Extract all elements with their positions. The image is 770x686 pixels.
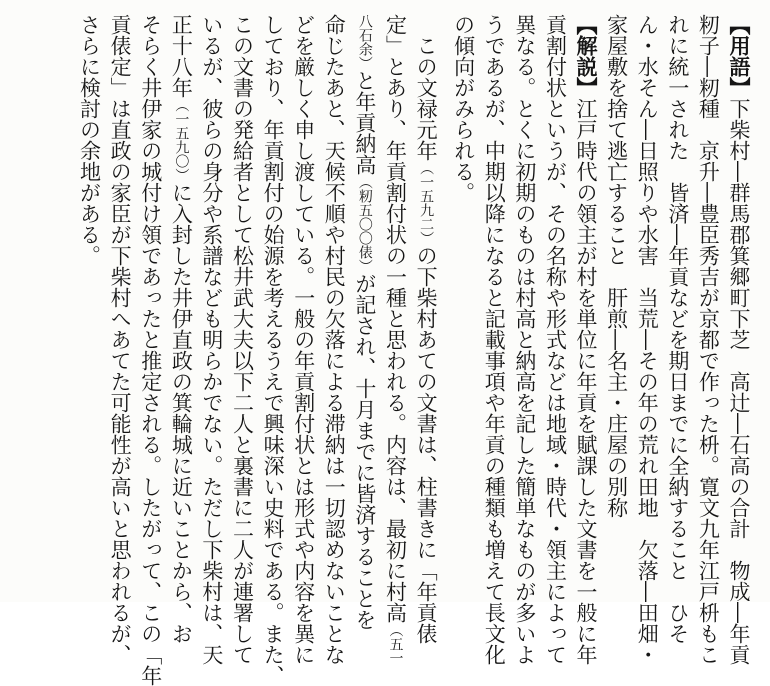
glossary-label: 【用語】	[727, 14, 751, 98]
body-line-11: 貢俵定」は直政の家臣が下柴村へあてた可能性が高いと思われるが、	[108, 14, 133, 665]
kokudaka-annotation: （五一	[387, 623, 404, 665]
body-line-10: そらく井伊家の城付け領であったと推定される。したがって、この「年	[138, 14, 163, 686]
body-text: が記され、十月までに皆済することを	[352, 273, 377, 630]
commentary-line-4: うであるが、中期以降になると記載事項や年貢の種類も増えて長文化	[482, 14, 507, 665]
body-line-9	[166, 14, 197, 644]
commentary-line-3: 異なる。とくに初期のものは村高と納高を記した簡単なものが多いよ	[512, 14, 537, 665]
era-annotation: （一五九〇）	[173, 98, 190, 182]
era-annotation: （一五九二）	[418, 161, 435, 245]
glossary-line-4: ん・水そん―日照りや水害 当荒―その年の荒れ田地 欠落―田畑・	[635, 14, 660, 665]
body-line-1	[410, 14, 441, 644]
glossary-line-1	[723, 14, 754, 665]
body-line-3	[349, 14, 380, 630]
kokudaka-annotation: 八石余）	[356, 14, 373, 70]
body-line-5: どを厳しく申し渡している。一般の年貢割付状とは形式や内容を異に	[291, 14, 316, 665]
glossary-line-5: 家屋敷を捨て逃亡すること 肝煎―名主・庄屋の別称	[604, 14, 629, 518]
tax-annotation: （籾五〇〇俵）	[356, 175, 373, 273]
vertical-text-block	[14, 14, 754, 686]
body-line-12: さらに検討の余地がある。	[77, 14, 102, 266]
commentary-text: 江戸時代の領主が村を単位に年貢を賦課した文書を一般に年	[574, 98, 599, 665]
commentary-line-1	[570, 14, 601, 665]
glossary-text: 下柴村―群馬郡箕郷町下芝 高辻―石高の合計 物成―年貢	[727, 98, 751, 665]
body-line-2	[380, 14, 411, 665]
body-text: に入封した井伊直政の箕輪城に近いことから、お	[169, 182, 194, 644]
glossary-line-2: 籾子―籾種 京升―豊臣秀吉が京都で作った枡。寛文九年江戸枡もこ	[696, 14, 721, 665]
body-line-4: 命じたあと、天候不順や村民の欠落による滞納は一切認めないことな	[322, 14, 347, 665]
body-text: 定」とあり、年貢割付状の一種と思われる。内容は、最初に村高	[383, 14, 408, 623]
section-spacer	[441, 14, 448, 590]
commentary-label: 【解説】	[574, 14, 599, 98]
glossary-line-3: れに統一された 皆済―年貢などを期日までに全納すること ひそ	[665, 14, 690, 644]
body-line-6: しており、年貢割付の始源を考えるうえで興味深い史料である。また、	[261, 14, 286, 686]
commentary-line-2: 貢割付状というが、その名称や形式などは地域・時代・領主によって	[543, 14, 568, 665]
body-line-7: この文書の発給者として松井武大夫以下二人と裏書に二人が連署して	[230, 14, 255, 665]
body-text: の下柴村あての文書は、柱書きに「年貢俵	[414, 245, 439, 644]
body-text: と年貢納高	[352, 70, 377, 175]
body-text: この文禄元年	[414, 35, 439, 161]
body-line-8: いるが、彼らの身分や系譜なども明らかでない。ただし下柴村は、天	[199, 14, 224, 665]
body-text: 正十八年	[169, 14, 194, 98]
commentary-line-5: の傾向がみられる。	[451, 14, 476, 203]
